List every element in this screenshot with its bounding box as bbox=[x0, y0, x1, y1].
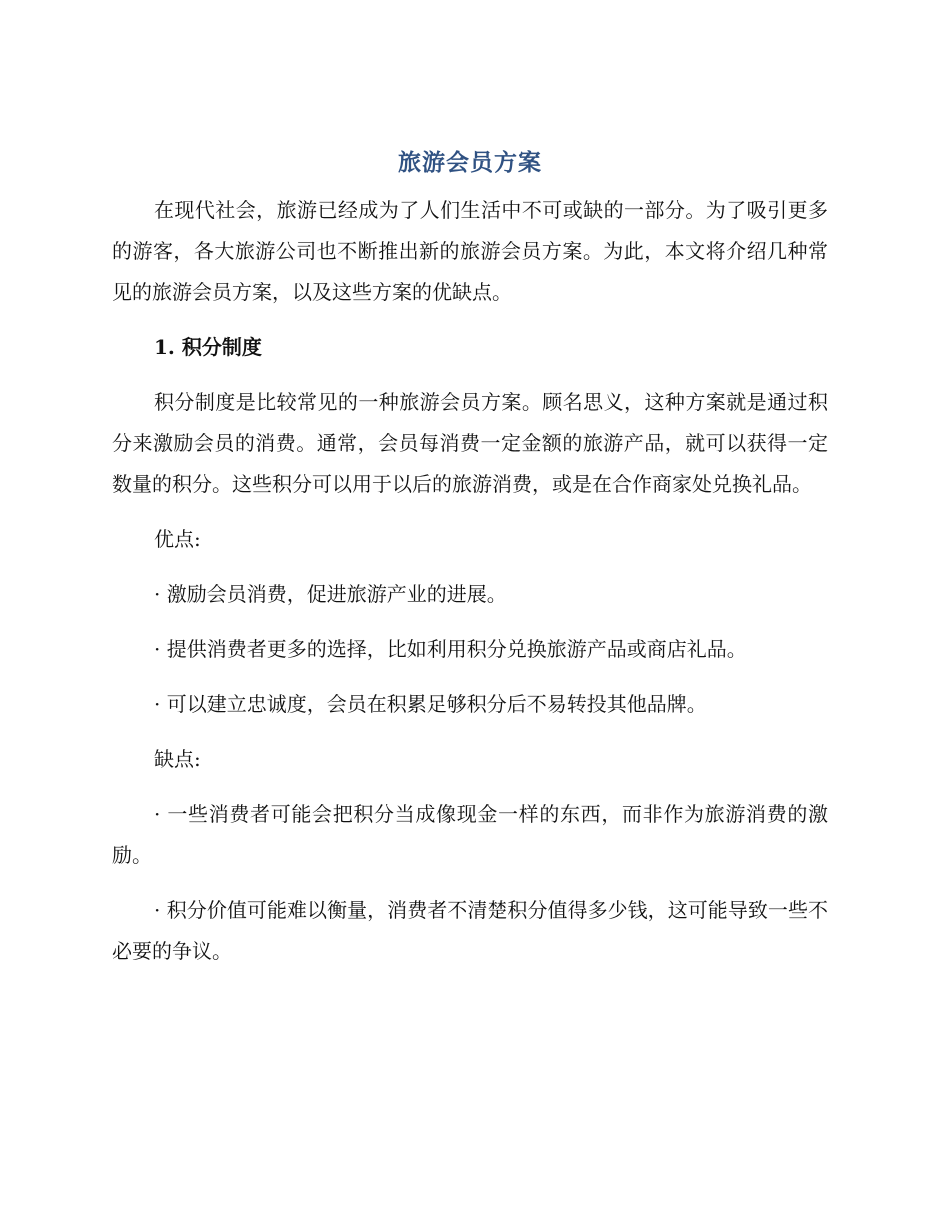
cons-label: 缺点: bbox=[154, 747, 201, 771]
pros-item: · 激励会员消费，促进旅游产业的进展。 bbox=[154, 582, 507, 606]
pros-label: 优点: bbox=[154, 527, 201, 551]
cons-item: · 积分价值可能难以衡量，消费者不清楚积分值得多少钱，这可能导致一些不必要的争议。 bbox=[112, 898, 828, 963]
cons-item: · 一些消费者可能会把积分当成像现金一样的东西，而非作为旅游消费的激励。 bbox=[112, 802, 828, 867]
pros-item: · 可以建立忠诚度，会员在积累足够积分后不易转投其他品牌。 bbox=[154, 692, 707, 716]
page-title: 旅游会员方案 bbox=[398, 150, 542, 176]
section-heading: 1. 积分制度 bbox=[154, 335, 262, 359]
document-content bbox=[112, 146, 828, 986]
intro-paragraph: 在现代社会，旅游已经成为了人们生活中不可或缺的一部分。为了吸引更多的游客，各大旅游公司也不断推出新的旅游会员方案。为此，本文将介绍几种常见的旅游会员方案，以及这些方案的优缺点。 bbox=[112, 198, 828, 304]
pros-item: · 提供消费者更多的选择，比如利用积分兑换旅游产品或商店礼品。 bbox=[154, 637, 747, 661]
section-description: 积分制度是比较常见的一种旅游会员方案。顾名思义，这种方案就是通过积分来激励会员的消费。通常，会员每消费一定金额的旅游产品，就可以获得一定数量的积分。这些积分可以用于以后的旅游消费，或是在合作商家处兑换礼品。 bbox=[112, 390, 828, 496]
